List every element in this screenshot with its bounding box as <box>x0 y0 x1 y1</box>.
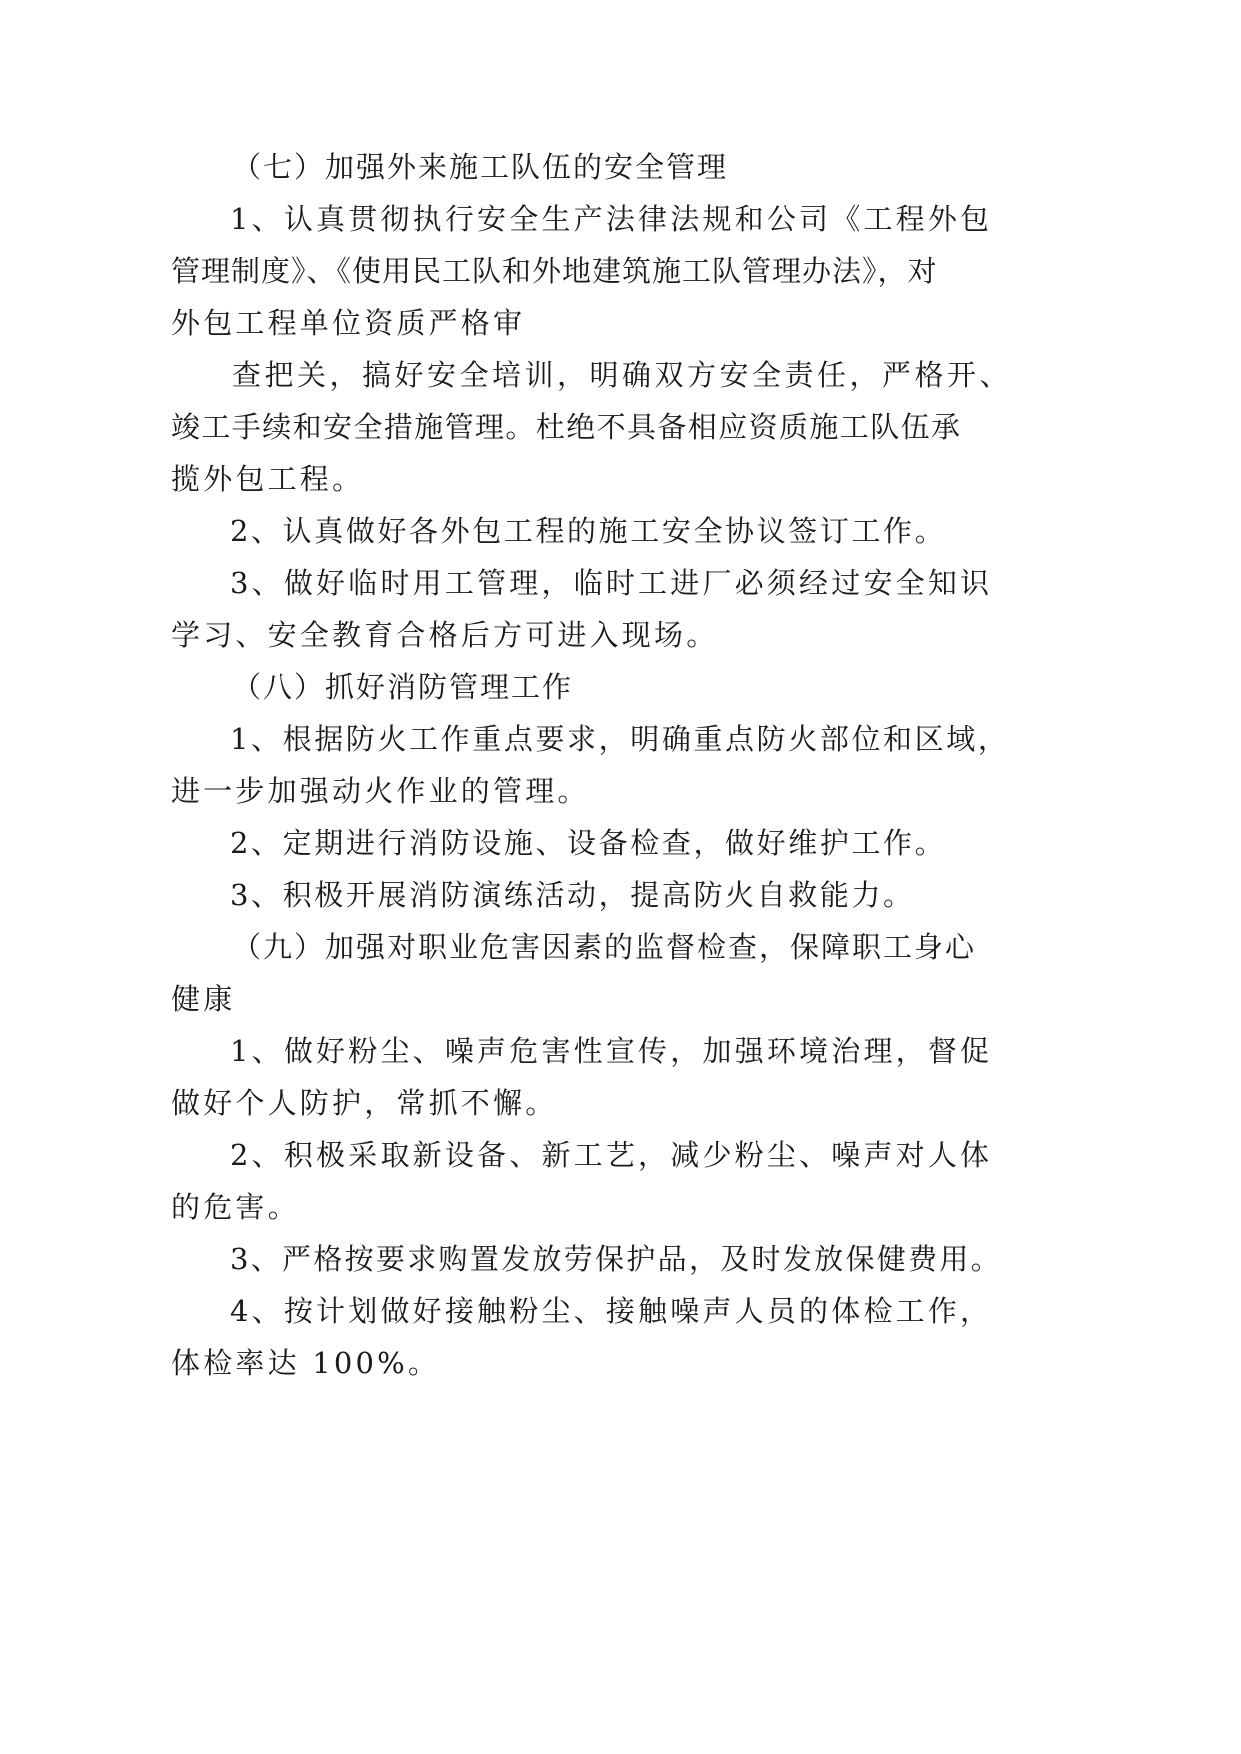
paragraph-line: 体检率达 100%。 <box>171 1346 441 1380</box>
paragraph-line: 查把关，搞好安全培训，明确双方安全责任，严格开、 <box>232 358 1013 392</box>
paragraph-line: 做好个人防护，常抓不懈。 <box>171 1086 558 1120</box>
paragraph-line: 1、做好粉尘、噪声危害性宣传，加强环境治理，督促 <box>230 1034 993 1068</box>
paragraph-line: 进一步加强动火作业的管理。 <box>171 774 590 808</box>
paragraph-line: 揽外包工程。 <box>171 462 365 496</box>
paragraph-line: 3、严格按要求购置发放劳保护品，及时发放保健费用。 <box>230 1242 1002 1276</box>
paragraph-line: 2、定期进行消防设施、设备检查，做好维护工作。 <box>230 826 947 860</box>
paragraph-line: 3、做好临时用工管理，临时工进厂必须经过安全知识 <box>230 566 993 600</box>
paragraph-line: 学习、安全教育合格后方可进入现场。 <box>171 618 719 652</box>
paragraph-line: 管理制度》、《使用民工队和外地建筑施工队管理办法》，对 <box>171 254 938 288</box>
paragraph-line: 1、根据防火工作重点要求，明确重点防火部位和区域， <box>230 722 1010 756</box>
section-heading-7: （七）加强外来施工队伍的安全管理 <box>232 150 729 184</box>
paragraph-line: 的危害。 <box>171 1190 300 1224</box>
section-heading-9: （九）加强对职业危害因素的监督检查，保障职工身心 <box>232 930 977 964</box>
section-heading-8: （八）抓好消防管理工作 <box>232 670 574 704</box>
paragraph-line: 竣工手续和安全措施管理。杜绝不具备相应资质施工队伍承 <box>171 410 962 444</box>
paragraph-line: 1、认真贯彻执行安全生产法律法规和公司《工程外包 <box>230 202 993 236</box>
paragraph-line: 2、认真做好各外包工程的施工安全协议签订工作。 <box>230 514 947 548</box>
paragraph-line: 2、积极采取新设备、新工艺，减少粉尘、噪声对人体 <box>230 1138 993 1172</box>
paragraph-line: 外包工程单位资质严格审 <box>171 306 526 340</box>
paragraph-line: 4、按计划做好接触粉尘、接触噪声人员的体检工作， <box>230 1294 993 1328</box>
paragraph-line: 健康 <box>171 982 236 1016</box>
paragraph-line: 3、积极开展消防演练活动，提高防火自救能力。 <box>230 878 915 912</box>
